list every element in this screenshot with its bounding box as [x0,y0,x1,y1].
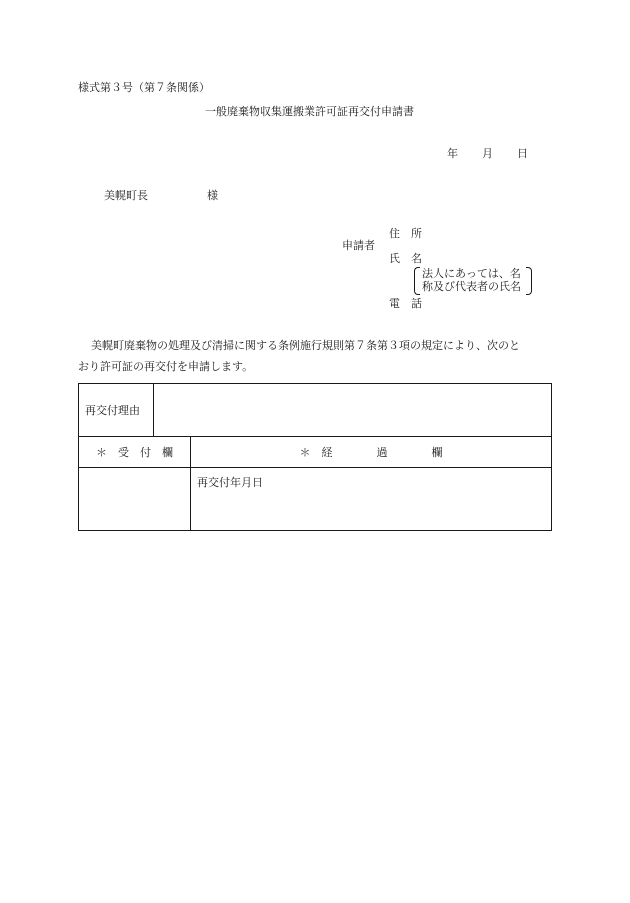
reception-header-cell [79,437,191,468]
date-day-label: 日 [517,147,528,160]
corporation-note-line1: 法人にあっては、名 [422,267,521,280]
address-label: 住 所 [389,227,422,240]
body-text-line1: 美幌町廃棄物の処理及び清掃に関する条例施行規則第７条第３項の規定により、次のと [91,339,520,352]
name-label: 氏 名 [389,252,422,265]
date-year-label: 年 [447,147,458,160]
corporation-note-line2: 称及び代表者の氏名 [422,280,521,293]
progress-cell[interactable] [191,468,552,531]
reissue-date-label: 再交付年月日 [197,476,263,489]
addressee-name: 美幌町長 [104,189,148,202]
body-text-line2: おり許可証の再交付を申請します。 [78,360,254,373]
document-title: 一般廃棄物収集運搬業許可証再交付申請書 [205,105,414,118]
corporation-note [414,267,532,293]
progress-header-cell [191,437,552,468]
application-table [78,383,552,531]
reception-cell[interactable] [79,468,191,531]
reason-label: 再交付理由 [85,404,140,417]
applicant-label: 申請者 [342,239,375,252]
date-month-label: 月 [482,147,493,160]
reception-header: ＊ 受 付 欄 [96,446,173,459]
progress-header: ＊ 経 過 欄 [299,446,443,459]
reason-input-cell[interactable] [154,384,552,437]
reason-label-cell [79,384,154,437]
phone-label: 電 話 [389,297,422,310]
addressee-honorific: 様 [207,189,218,202]
form-number: 様式第３号（第７条関係） [78,81,210,94]
